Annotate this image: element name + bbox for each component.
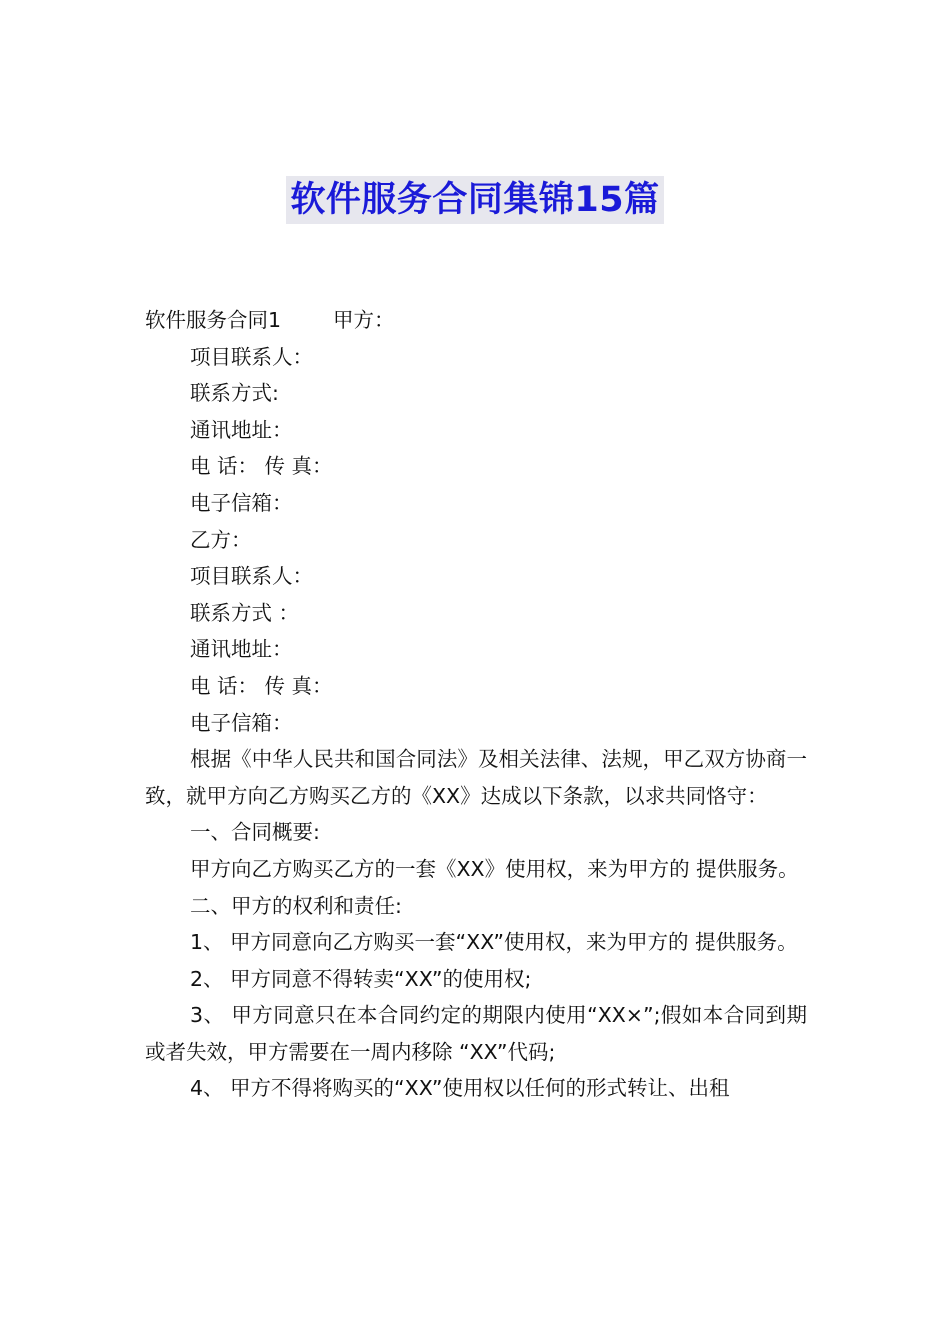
contract-header-line xyxy=(145,302,807,339)
section-2-item-2: 2、 甲方同意不得转卖“XX”的使用权; xyxy=(190,966,532,991)
section-2-item-3: 3、 甲方同意只在本合同约定的期限内使用“XX×”;假如本合同到期或者失效，甲方需要在一周内移除 “XX”代码; xyxy=(145,1003,807,1064)
party-b-address: 通讯地址： xyxy=(190,637,293,662)
section-2-item-4: 4、 甲方不得将购买的“XX”使用权以任何的形式转让、出租 xyxy=(190,1076,730,1101)
section-2-item-1: 1、 甲方同意向乙方购买一套“XX”使用权，来为甲方的 提供服务。 xyxy=(190,930,798,955)
document-body xyxy=(145,302,807,1107)
party-a-contact: 项目联系人： xyxy=(190,344,313,369)
intro-paragraph: 根据《中华人民共和国合同法》及相关法律、法规，甲乙双方协商一致，就甲方向乙方购买乙方的《XX》达成以下条款，以求共同恪守： xyxy=(145,747,807,808)
party-b-phone-fax: 电 话： 传 真： xyxy=(190,673,333,698)
party-a-method: 联系方式: xyxy=(190,381,279,406)
party-a-label: 甲方： xyxy=(333,308,395,332)
section-1-heading: 一、合同概要: xyxy=(190,820,320,845)
section-2-heading: 二、甲方的权利和责任: xyxy=(190,893,402,918)
party-a-email: 电子信箱： xyxy=(190,490,293,515)
party-b-method: 联系方式 ： xyxy=(190,600,300,625)
party-b-contact: 项目联系人： xyxy=(190,564,313,589)
page-title: 软件服务合同集锦15篇 xyxy=(286,176,663,224)
title-container xyxy=(0,176,950,224)
party-a-phone-fax: 电 话： 传 真： xyxy=(190,454,333,479)
party-b-email: 电子信箱： xyxy=(190,710,293,735)
party-b-label: 乙方： xyxy=(190,527,252,552)
contract-label: 软件服务合同1 xyxy=(145,308,282,332)
section-1-body: 甲方向乙方购买乙方的一套《XX》使用权，来为甲方的 提供服务。 xyxy=(190,856,799,881)
party-a-address: 通讯地址： xyxy=(190,417,293,442)
